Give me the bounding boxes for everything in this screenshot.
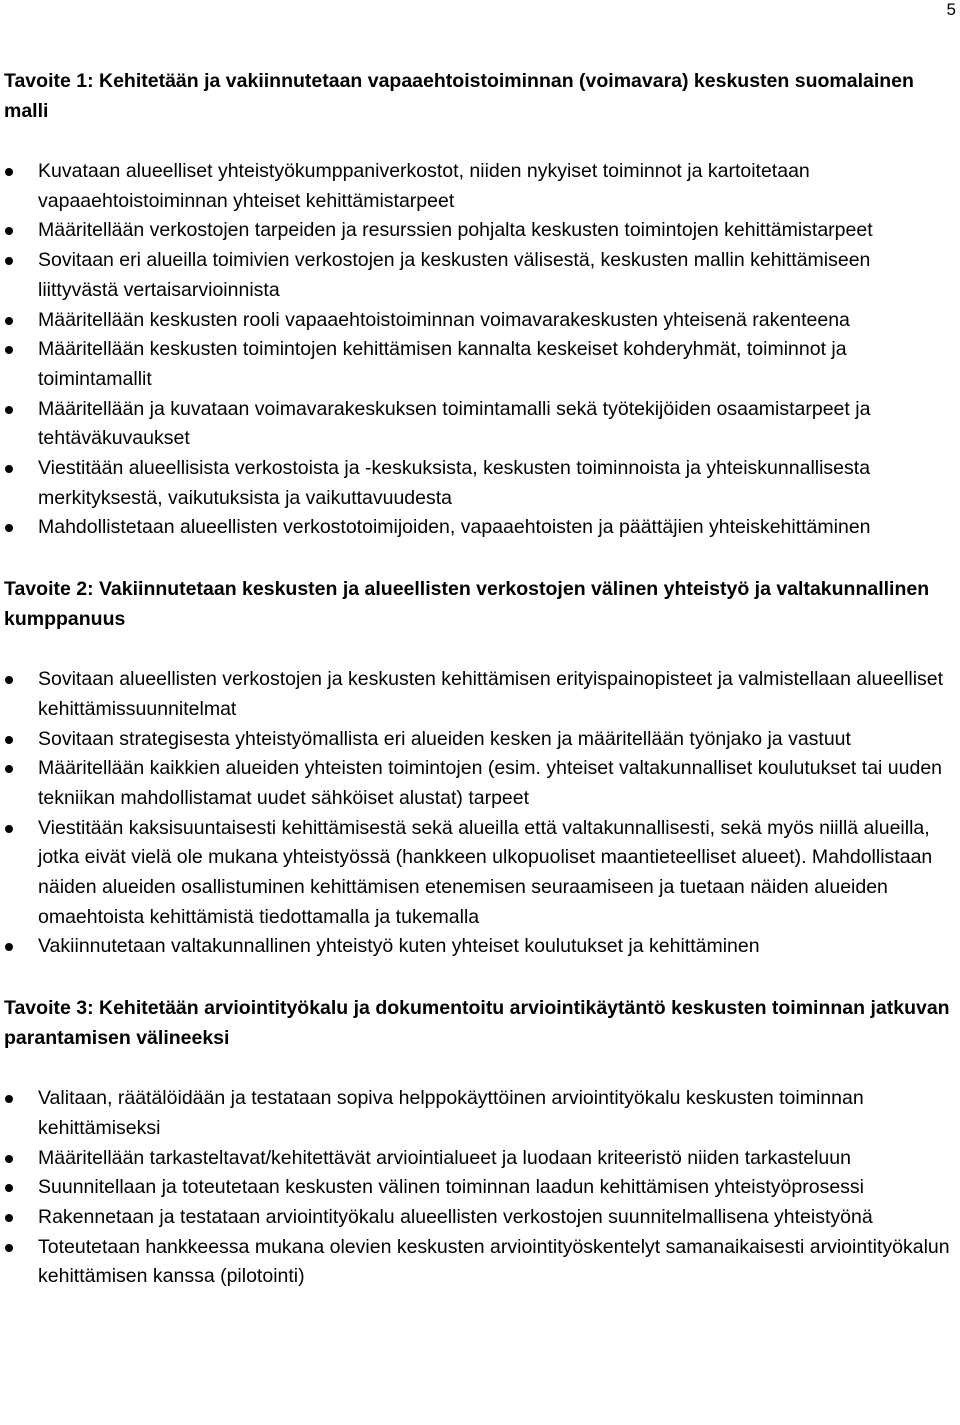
- bullet-icon: [5, 825, 13, 833]
- list-item: [4, 306, 954, 336]
- list-item-text: Sovitaan strategisesta yhteistyömallista eri alueiden kesken ja määritellään työnjako ja vastuut: [38, 727, 851, 750]
- bullet-icon: [5, 1214, 13, 1222]
- bullet-icon: [5, 317, 13, 325]
- list-item: [4, 814, 954, 933]
- bullet-icon: [5, 406, 13, 414]
- list-item: [4, 157, 954, 216]
- bullet-icon: [5, 524, 13, 532]
- list-item: [4, 513, 954, 543]
- list-item-text: Määritellään keskusten toimintojen kehittämisen kannalta keskeiset kohderyhmät, toiminnot ja toimintamallit: [38, 338, 847, 390]
- list-item: [4, 665, 954, 724]
- bullet-icon: [5, 943, 13, 951]
- bullet-icon: [5, 168, 13, 176]
- list-item-text: Määritellään kaikkien alueiden yhteisten toimintojen (esim. yhteiset valtakunnalliset koulutukset tai uuden tekniikan mahdollistamat uudet sähköiset alustat) tarpeet: [38, 757, 943, 809]
- bullet-icon: [5, 465, 13, 473]
- list-item-text: Mahdollistetaan alueellisten verkostotoimijoiden, vapaaehtoisten ja päättäjien yhteiskehittäminen: [38, 516, 871, 539]
- section-heading-goal-1: Tavoite 1: Kehitetään ja vakiinnutetaan vapaaehtoistoiminnan (voimavara) keskusten suomalainen malli: [4, 70, 914, 122]
- list-item: [4, 1084, 954, 1143]
- list-item: [4, 1173, 954, 1203]
- list-item: [4, 1233, 954, 1292]
- bullet-icon: [5, 676, 13, 684]
- list-item: [4, 725, 954, 755]
- list-item-text: Viestitään alueellisista verkostoista ja -keskuksista, keskusten toiminnoista ja yhteiskunnallisesta merkityksestä, vaikutuksista ja vaikuttavuudesta: [38, 457, 871, 509]
- bullet-icon: [5, 1184, 13, 1192]
- goal-2-list: [4, 665, 954, 962]
- bullet-icon: [5, 736, 13, 744]
- list-item: [4, 395, 954, 454]
- list-item-text: Kuvataan alueelliset yhteistyökumppaniverkostot, niiden nykyiset toiminnot ja kartoitetaan vapaaehtoistoiminnan yhteiset kehittämistarpeet: [38, 160, 810, 212]
- goal-1-list: [4, 157, 954, 543]
- bullet-icon: [5, 1244, 13, 1252]
- document-body: [4, 66, 954, 1292]
- list-item-text: Viestitään kaksisuuntaisesti kehittämisestä sekä alueilla että valtakunnallisesti, sekä myös niillä alueilla, jotka eivät vielä ole mukana yhteistyössä (hankkeen ulkopuoliset maantieteelliset alueet). Mahdollistaan näiden alueiden osallistuminen kehittämisen etenemisen seuraamiseen ja tuetaan näiden alueiden omaehtoista kehittämistä tiedottamalla ja tukemalla: [38, 816, 933, 928]
- bullet-icon: [5, 346, 13, 354]
- list-item-text: Määritellään tarkasteltavat/kehitettävät arviointialueet ja luodaan kriteeristö niiden tarkasteluun: [38, 1146, 851, 1169]
- bullet-icon: [5, 1155, 13, 1163]
- list-item-text: Valitaan, räätälöidään ja testataan sopiva helppokäyttöinen arviointityökalu keskusten toiminnan kehittämiseksi: [38, 1087, 864, 1139]
- section-heading-goal-3: Tavoite 3: Kehitetään arviointityökalu ja dokumentoitu arviointikäytäntö keskusten toiminnan jatkuvan parantamisen välineeksi: [4, 997, 950, 1050]
- list-item: [4, 454, 954, 513]
- list-item-text: Suunnitellaan ja toteutetaan keskusten välinen toiminnan laadun kehittämisen yhteistyöprosessi: [38, 1176, 865, 1199]
- list-item-text: Vakiinnutetaan valtakunnallinen yhteistyö kuten yhteiset koulutukset ja kehittäminen: [38, 935, 760, 958]
- bullet-icon: [5, 257, 13, 265]
- list-item: [4, 1144, 954, 1174]
- list-item-text: Sovitaan alueellisten verkostojen ja keskusten kehittämisen erityispainopisteet ja valmistellaan alueelliset kehittämissuunnitelmat: [38, 668, 944, 720]
- list-item: [4, 754, 954, 813]
- list-item-text: Määritellään ja kuvataan voimavarakeskuksen toimintamalli sekä työtekijöiden osaamistarpeet ja tehtäväkuvaukset: [38, 397, 871, 450]
- list-item-text: Toteutetaan hankkeessa mukana olevien keskusten arviointityöskentelyt samanaikaisesti arviointityökalun kehittämisen kanssa (pilotointi): [38, 1235, 950, 1288]
- list-item: [4, 335, 954, 394]
- goal-3-list: [4, 1084, 954, 1292]
- list-item-text: Rakennetaan ja testataan arviointityökalu alueellisten verkostojen suunnitelmallisena yhteistyönä: [38, 1205, 873, 1228]
- list-item: [4, 1203, 954, 1233]
- section-heading-goal-2: Tavoite 2: Vakiinnutetaan keskusten ja alueellisten verkostojen välinen yhteistyö ja valtakunnallinen kumppanuus: [4, 578, 930, 631]
- bullet-icon: [5, 227, 13, 235]
- bullet-icon: [5, 1095, 13, 1103]
- list-item-text: Sovitaan eri alueilla toimivien verkostojen ja keskusten välisestä, keskusten mallin kehittämiseen liittyvästä vertaisarvioinnista: [38, 249, 871, 301]
- page-number: 5: [946, 0, 956, 19]
- list-item: [4, 216, 954, 246]
- list-item: [4, 932, 954, 962]
- list-item: [4, 246, 954, 305]
- list-item-text: Määritellään keskusten rooli vapaaehtoistoiminnan voimavarakeskusten yhteisenä rakenteena: [38, 308, 850, 331]
- list-item-text: Määritellään verkostojen tarpeiden ja resurssien pohjalta keskusten toimintojen kehittämistarpeet: [38, 219, 873, 242]
- bullet-icon: [5, 765, 13, 773]
